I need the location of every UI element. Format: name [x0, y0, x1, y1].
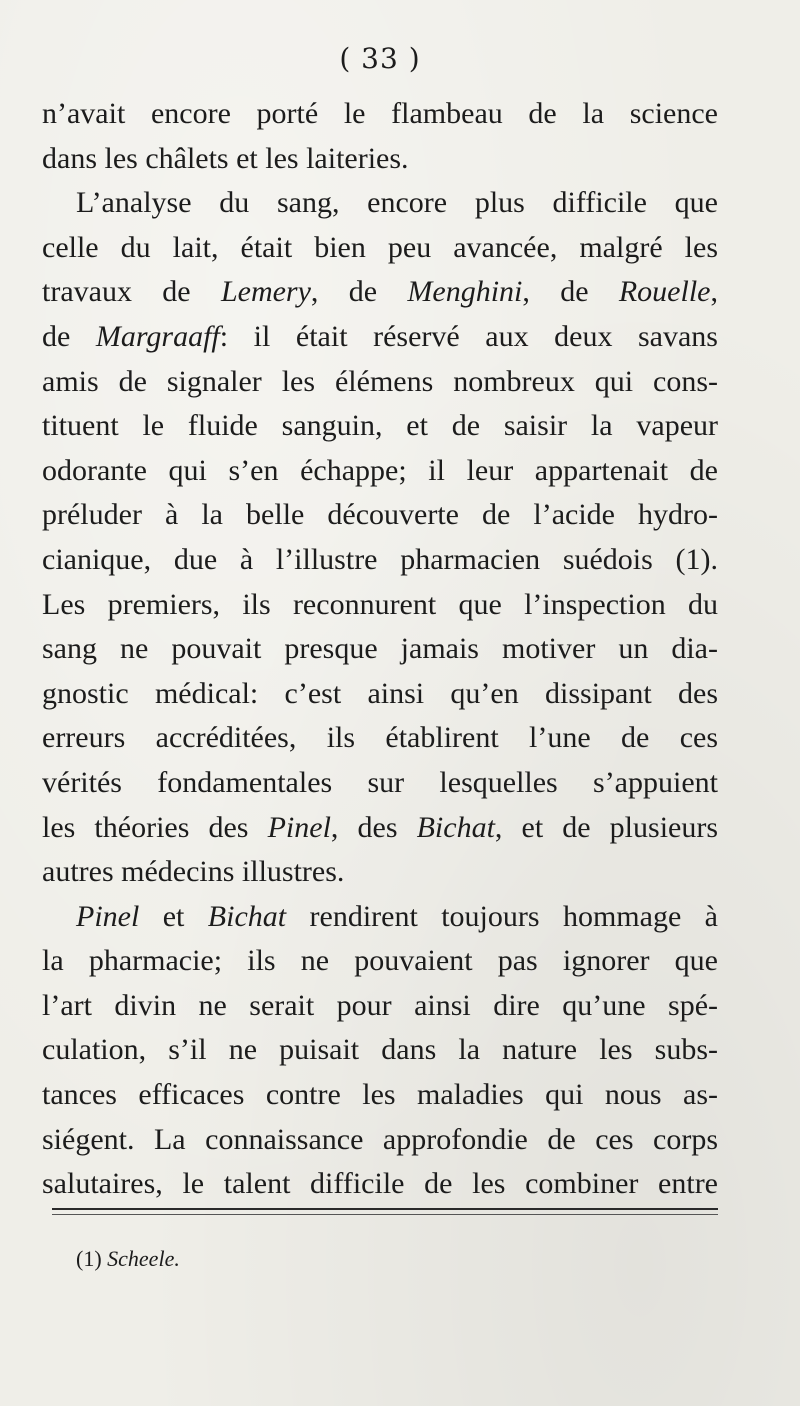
italic-name: Bichat — [207, 899, 287, 933]
text-line: erreurs accréditées, ils établirent l’une de ces — [42, 721, 718, 755]
text-run: les théories des — [42, 810, 268, 844]
text-run: , de — [522, 275, 619, 309]
text-line: tances efficaces contre les maladies qui nous as- — [42, 1078, 718, 1112]
text-line: vérités fondamentales sur lesquelles s’appuient — [42, 765, 718, 799]
text-run: : il était réservé aux deux savans — [219, 319, 718, 353]
text-line: odorante qui s’en échappe; il leur appartenait de — [42, 453, 718, 487]
page-number: ( 33 ) — [339, 42, 421, 75]
text-run: rendirent toujours hommage à — [286, 899, 718, 933]
text-line — [42, 806, 718, 851]
text-line: dans les châlets et les laiteries. — [42, 141, 409, 175]
text-line: salutaires, le talent difficile de les combiner entre — [42, 1167, 718, 1201]
text-line: siégent. La connaissance approfondie de ces corps — [42, 1122, 718, 1156]
text-run: , et de plusieurs — [494, 810, 719, 844]
text-run: , des — [330, 810, 417, 844]
text-line: celle du lait, était bien peu avancée, malgré les — [42, 230, 718, 264]
footnote-rule — [52, 1208, 718, 1210]
text-line: amis de signaler les élémens nombreux qui cons- — [42, 364, 718, 398]
text-line: préluder à la belle découverte de l’acide hydro- — [42, 498, 718, 532]
text-line: la pharmacie; ils ne pouvaient pas ignorer que — [42, 944, 718, 978]
text-line: autres médecins illustres. — [42, 855, 345, 889]
text-run: et — [139, 899, 208, 933]
text-line: l’art divin ne serait pour ainsi dire qu’une spé- — [42, 988, 718, 1022]
text-line: cianique, due à l’illustre pharmacien suédois (1). — [42, 542, 718, 576]
footnote — [76, 1244, 180, 1274]
italic-name: Menghini — [407, 275, 523, 309]
text-line: sang ne pouvait presque jamais motiver un dia- — [42, 632, 718, 666]
text-line: n’avait encore porté le flambeau de la science — [42, 97, 718, 130]
italic-name: Lemery — [220, 275, 311, 309]
italic-name: Margraaff — [95, 319, 220, 353]
footnote-marker: (1) — [76, 1246, 102, 1271]
italic-name: Pinel — [76, 899, 140, 933]
text-run: , — [710, 275, 718, 309]
text-line — [42, 270, 718, 315]
italic-name: Pinel — [267, 810, 331, 844]
italic-name: Bichat — [416, 810, 495, 844]
text-line — [42, 895, 718, 940]
footnote-rule-thin — [52, 1214, 718, 1215]
text-line: culation, s’il ne puisait dans la nature les subs- — [42, 1033, 718, 1067]
text-line — [42, 315, 718, 360]
text-line: Les premiers, ils reconnurent que l’inspection du — [42, 587, 718, 621]
text-line: gnostic médical: c’est ainsi qu’en dissipant des — [42, 676, 718, 710]
text-line: L’analyse du sang, encore plus difficile que — [76, 186, 718, 220]
text-run: , de — [310, 275, 408, 309]
text-line: tituent le fluide sanguin, et de saisir la vapeur — [42, 409, 718, 443]
body-text — [42, 92, 718, 1207]
text-run: travaux de — [42, 275, 221, 309]
italic-name: Rouelle — [618, 275, 711, 309]
text-run: de — [42, 319, 96, 353]
footnote-text: Scheele. — [107, 1246, 180, 1271]
